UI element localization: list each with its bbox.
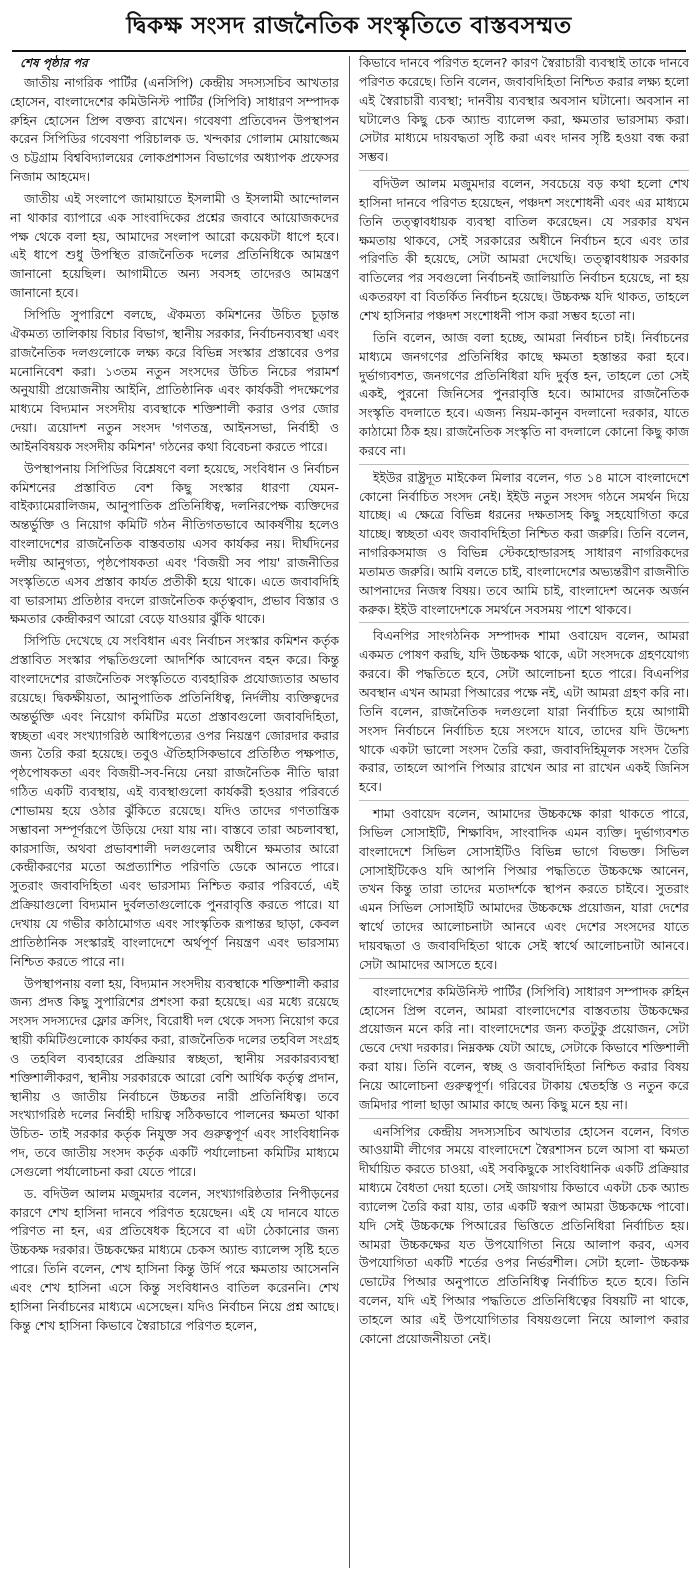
left-column xyxy=(10,54,339,1572)
paragraph-separator xyxy=(359,622,689,623)
paragraph: জাতীয় নাগরিক পার্টির (এনসিপি) কেন্দ্রীয় সদস্যসচিব আখতার হোসেন, বাংলাদেশের কমিউনিস্ট পার্টির (সিপিবি) সাধারণ সম্পাদক রুহিন হোসেন প্রিন্স বক্তব্য রাখেন। গবেষণা প্রতিবেদন উপস্থাপন করেন সিপিডির গবেষণা পরিচালক ড. খন্দকার গোলাম মোয়াজ্জেম ও চট্টগ্রাম বিশ্ববিদ্যালয়ের লোকপ্রশাসন বিভাগের অধ্যাপক প্রফেসর নিজাম আহমেদ। xyxy=(10,74,339,185)
continued-from-label: শেষ পৃষ্ঠার পর xyxy=(20,56,88,70)
paragraph: বদিউল আলম মজুমদার বলেন, সবচেয়ে বড় কথা হলো শেখ হাসিনা দানবে পরিণত হয়েছেন, পঞ্চদশ সংশোধনী এবং এর মাধ্যমে তিনি তত্ত্বাবধায়ক ব্যবস্থা বাতিল করেছেন। যে সরকার যখন ক্ষমতায় থাকবে, সেই সরকারের অধীনে নির্বাচন হবে এবং তার পরিণতি কী হয়েছে, সেটা আমরা দেখেছি। তত্ত্বাবধায়ক সরকার বাতিলের পর সবগুলো নির্বাচনই জালিয়াতি নির্বাচন হয়েছে, না হয় একতরফা বা বিতর্কিত নির্বাচন হয়েছে। উচ্চকক্ষ যদি থাকত, তাহলে শেখ হাসিনার পঞ্চদশ সংশোধনী পাস করা সম্ভব হতো না। xyxy=(359,176,689,323)
paragraph: সিপিডি দেখেছে যে সংবিধান এবং নির্বাচন সংস্কার কমিশন কর্তৃক প্রস্তাবিত সংস্কার পদ্ধতিগুলো আদর্শিক আবেদন বহন করে। কিন্তু বাংলাদেশের রাজনৈতিক সংস্কৃতিতে ব্যবহারিক প্রযোজ্যতার অভাব রয়েছে। দ্বিকক্ষীয়তা, আনুপাতিক প্রতিনিধিত্ব, নির্দলীয় ব্যক্তিত্বদের অন্তর্ভুক্তি এবং নিয়োগ কমিটির মতো প্রস্তাবগুলো জবাবদিহিতা, স্বচ্ছতা এবং সংখ্যাগরিষ্ঠ আধিপত্যের ওপর নিয়ন্ত্রণ জোরদার করার জন্য তৈরি করা হয়েছে। তবুও ঐতিহাসিকভাবে প্রতিষ্ঠিত পক্ষপাত, পৃষ্ঠপোষকতা এবং বিজয়ী-সব-নিয়ে নেয়া রাজনৈতিক নীতি দ্বারা গঠিত একটি ব্যবস্থায়, এই ব্যবস্থাগুলো কার্যকরী হওয়ার পরিবর্তে শোভাময় হয়ে ওঠার ঝুঁকিতে রয়েছে। যদিও তাদের গণতান্ত্রিক সম্ভাবনা সম্পূর্ণরূপে উড়িয়ে দেয়া যায় না। বাস্তবে তারা অচলাবস্থা, কারসাজি, অথবা প্রভাবশালী দলগুলোর অধীনে ক্ষমতার আরো কেন্দ্রীকরণের মতো অপ্রত্যাশিত পরিণতি ডেকে আনতে পারে। সুতরাং জবাবদিহিতা এবং ভারসাম্য নিশ্চিত করার পরিবর্তে, এই প্রক্রিয়াগুলো বিদ্যমান দুর্বলতাগুলোকে পুনরাবৃত্তি করতে পারে। যা দেখায় যে গভীর কাঠামোগত এবং সাংস্কৃতিক রূপান্তর ছাড়া, কেবল প্রাতিষ্ঠানিক সংস্কারই বাংলাদেশে অর্থপূর্ণ নিয়ন্ত্রণ এবং ভারসাম্য নিশ্চিত করতে পারে না। xyxy=(10,633,339,969)
paragraph: ইইউর রাষ্ট্রদূত মাইকেল মিলার বলেন, গত ১৪ মাসে বাংলাদেশে কোনো নির্বাচিত সংসদ নেই। ইইউ নতুন সংসদ গঠনে সমর্থন দিয়ে যাচ্ছে। এ ক্ষেত্রে বিভিন্ন ধরনের দক্ষতাসহ কিছু সহযোগিতা করে যাচ্ছে। স্বচ্ছতা এবং জবাবদিহিতা নিশ্চিত করা জরুরি। তিনি বলেন, নাগরিকসমাজ ও বিভিন্ন স্টেকহোল্ডারসহ সাধারণ নাগরিকদের মতামত জরুরি। আমি বলতে চাই, বাংলাদেশের অভ্যন্তরীণ রাজনীতি আপনাদের নিজস্ব বিষয়। তবে আমি চাই, বাংলাদেশ অনেক অর্জন করুক। ইইউ বাংলাদেশকে সমর্থনে সবসময় পাশে থাকবে। xyxy=(359,469,689,617)
paragraph: সিপিডি সুপারিশে বলছে, ঐকমত্য কমিশনের উচিত চূড়ান্ত ঐকমত্য তালিকায় বিচার বিভাগ, স্থানীয় সরকার, নির্বাচনব্যবস্থা এবং রাজনৈতিক দলগুলোকে লক্ষ্য করে বিভিন্ন সংস্কার প্রস্তাবের ওপর মনোনিবেশ করা। ১৩তম নতুন সংসদের উচিত নিচের পরামর্শ অনুযায়ী প্রয়োজনীয় আইনি, প্রাতিষ্ঠানিক এবং কার্যকরী পদক্ষেপের মাধ্যমে বিদ্যমান সংসদীয় ব্যবস্থাকে শক্তিশালী করার ওপর জোর দেয়া। ত্রয়োদশ নতুন সংসদ 'গণতন্ত্র, আইনসভা, নির্বাহী ও আইনবিষয়ক সংসদীয় কমিশন' গঠনের কথা বিবেচনা করতে পারে। xyxy=(10,306,339,454)
paragraph-separator xyxy=(359,1118,689,1119)
paragraph-separator xyxy=(359,464,689,465)
right-column xyxy=(359,54,689,1572)
paragraph: এনসিপির কেন্দ্রীয় সদস্যসচিব আখতার হোসেন বলেন, বিগত আওয়ামী লীগের সময়ে বাংলাদেশে স্বৈরশাসন চলে আসা বা ক্ষমতা দীর্ঘায়িত করতে চাওয়া, এই সবকিছুকে সাংবিধানিক একটি প্রক্রিয়ার মাধ্যমে বৈধতা দেয়া হতো। সেই জায়গায় কিভাবে একটা চেক অ্যান্ড ব্যালেন্স তৈরি করা যায়, তার একটি স্বরূপ আমরা উচ্চকক্ষে পাবো। যদি সেই উচ্চকক্ষে পিআরের ভিত্তিতে প্রতিনিধিরা নির্বাচিত হয়। আমরা উচ্চকক্ষের যত উপযোগিতা নিয়ে আলাপ করব, এসব উপযোগিতা একটি শর্তের ওপর নির্ভরশীল। সেটা হলো- উচ্চকক্ষ ভোটের পিআর অনুপাতে প্রতিনিধিত্ব নির্বাচিত হতে হবে। তিনি বলেন, যদি এই পিআর পদ্ধতিতে প্রতিনিধিত্বের বিষয়টি না থাকে, তাহলে আর এই উপযোগিতার বিষয়গুলো নিয়ে আলাপ করার কোনো প্রয়োজনীয়তা নেই। xyxy=(359,1123,689,1346)
headline-rule xyxy=(12,50,686,52)
paragraph: উপস্থাপনায় বলা হয়, বিদ্যমান সংসদীয় ব্যবস্থাকে শক্তিশালী করার জন্য প্রদত্ত কিছু সুপারিশের প্রশংসা করা হয়েছে। এর মধ্যে রয়েছে সংসদ সদস্যদের ফ্লোর ক্রসিং, বিরোধী দল থেকে সদস্য নিয়োগ করে স্থায়ী কমিটিগুলোকে কার্যকর করা, রাজনৈতিক দলের তহবিল সংগ্রহ ও তহবিল ব্যবহারের প্রক্রিয়ার স্বচ্ছতা, স্থানীয় সরকারব্যবস্থা শক্তিশালীকরণ, স্থানীয় সরকারকে আরো বেশি আর্থিক কর্তৃত্ব প্রদান, স্থানীয় ও জাতীয় নির্বাচনে উচ্চতর নারী প্রতিনিধিত্ব। তবে সংখ্যাগরিষ্ঠ দলের নির্বাহী দায়িত্ব সঠিকভাবে পালনের ক্ষমতা থাকা উচিত- তাই সরকার কর্তৃক নিযুক্ত সব গুরুত্বপূর্ণ এবং সাংবিধানিক পদ, তবে জাতীয় সংসদ কর্তৃক একটি পর্যালোচনা কমিটির মাধ্যমে সেগুলো পর্যালোচনা করা যেতে পারে। xyxy=(10,975,339,1179)
paragraph: জাতীয় এই সংলাপে জামায়াতে ইসলামী ও ইসলামী আন্দোলন না থাকার ব্যাপারে এক সাংবাদিকের প্রশ্নের জবাবে আয়োজকদের পক্ষ থেকে বলা হয়, আমাদের সংলাপ আরো কয়েকটা ধাপে হবে। এই ধাপে শুধু উপস্থিত রাজনৈতিক দলের প্রতিনিধিকে আমন্ত্রণ জানানো হয়েছিল। আগামীতে অন্য সবসহ তাদেরও আমন্ত্রণ জানানো হবে। xyxy=(10,190,339,301)
paragraph-separator xyxy=(359,800,689,801)
paragraph: কিভাবে দানবে পরিণত হলেন? কারণ স্বৈরাচারী ব্যবস্থাই তাকে দানবে পরিণত করেছে। তিনি বলেন, জবাবদিহিতা নিশ্চিত করার লক্ষ্য হলো এই স্বৈরাচারী ব্যবস্থা; দানবীয় ব্যবস্থার অবসান ঘটানো। অবসান না ঘটালেও কিছু চেক অ্যান্ড ব্যালেন্স করা, ক্ষমতার ভারসাম্য করা। সেটার মাধ্যমে দায়বদ্ধতা সৃষ্টি করা এবং দানব সৃষ্টি হওয়া বন্ধ করা সম্ভব। xyxy=(359,55,689,165)
article-headline: দ্বিকক্ষ সংসদ রাজনৈতিক সংস্কৃতিতে বাস্তবসম্মত xyxy=(126,13,572,39)
paragraph-separator xyxy=(359,170,689,171)
paragraph: বিএনপির সাংগঠনিক সম্পাদক শামা ওবায়েদ বলেন, আমরা একমত পোষণ করছি, যদি উচ্চকক্ষ থাকে, এটা সংসদকে গ্রহণযোগ্য করবে। কী পদ্ধতিতে হবে, সেটা আলোচনা হতে পারে। বিএনপির অবস্থান এখন আমরা পিআরের পক্ষে নই, এটা আমরা গ্রহণ করি না। তিনি বলেন, রাজনৈতিক দলগুলো যারা নির্বাচিত হয়ে আগামী সংসদ নির্বাচনে নির্বাচিত হয়ে সংসদে যাবে, তাদের যদি উদ্দেশ্য থাকে একটা ভালো সংসদ তৈরি করা, জবাবদিহিমূলক সংসদ তৈরি করার, তাহলে আপনি পিআর রাখেন আর না রাখেন একই জিনিস হবে। xyxy=(359,628,689,795)
paragraph: উপস্থাপনায় সিপিডির বিশ্লেষণে বলা হয়েছে, সংবিধান ও নির্বাচন কমিশনের প্রস্তাবিত বেশ কিছু সংস্কার ধারণা যেমন- বাইক্যামেরালিজম, আনুপাতিক প্রতিনিধিত্ব, দলনিরপেক্ষ ব্যক্তিদের অন্তর্ভুক্তি ও নিয়োগ কমিটি গঠন নীতিগতভাবে আকর্ষণীয় হলেও বাংলাদেশের রাজনৈতিক বাস্তবতায় এসব কার্যকর নয়। দীর্ঘদিনের দলীয় আনুগত্য, পৃষ্ঠপোষকতা এবং 'বিজয়ী সব পায়' রাজনীতির সংস্কৃতিতে এসব প্রস্তাব কার্যত প্রতীকী হয়ে থাকে। এতে জবাবদিহি বা ভারসাম্য প্রতিষ্ঠার বদলে রাজনৈতিক কর্তৃত্ববাদ, প্রভাব বিস্তার ও ক্ষমতার কেন্দ্রীকরণ আরো বেড়ে যাওয়ার ঝুঁকি থাকে। xyxy=(10,460,339,627)
paragraph: ড. বদিউল আলম মজুমদার বলেন, সংখ্যাগরিষ্ঠতার নিপীড়নের কারণে শেখ হাসিনা দানবে পরিণত হয়েছেন। এই যে দানবে যাতে পরিণত না হন, এর প্রতিষেধক হিসেবে বা এটা ঠেকানোর জন্য উচ্চকক্ষ দরকার। উচ্চকক্ষের মাধ্যমে চেকস অ্যান্ড ব্যালেন্স সৃষ্টি হতে পারে। তিনি বলেন, শেখ হাসিনা কিন্তু উর্দি পরে ক্ষমতায় আসেননি এবং শেখ হাসিনা এসে কিন্তু সংবিধানও বাতিল করেননি। শেখ হাসিনা নির্বাচনের মাধ্যমে এসেছেন। যদিও নির্বাচন নিয়ে প্রশ্ন আছে। কিন্তু শেখ হাসিনা কিভাবে স্বৈরাচারে পরিণত হলেন, xyxy=(10,1185,339,1333)
paragraph: শামা ওবায়েদ বলেন, আমাদের উচ্চকক্ষে কারা থাকতে পারে, সিভিল সোসাইটি, শিক্ষাবিদ, সাংবাদিক এমন ব্যক্তি। দুর্ভাগ্যবশত বাংলাদেশে সিভিল সোসাইটিও বিভিন্ন ভাগে বিভক্ত। সিভিল সোসাইটিকেও যদি আপনি পিআর পদ্ধতিতে উচ্চকক্ষে আনেন, তখন কিন্তু তারা তাদের মতাদর্শকে স্থাপন করতে চাইবে। সুতরাং এমন সিভিল সোসাইটি আমাদের উচ্চকক্ষে প্রয়োজন, যারা দেশের স্বার্থে তাদের আলোচনাটা আনবে এবং দেশের সংসদের যাতে দায়বদ্ধতা ও জবাবদিহিতা থাকে সেই স্বার্থে আলোচনাটা আনবে। সেটা আমাদের আসতে হবে। xyxy=(359,806,689,972)
paragraph-separator xyxy=(359,978,689,979)
paragraph: বাংলাদেশের কমিউনিস্ট পার্টির (সিপিবি) সাধারণ সম্পাদক রুহিন হোসেন প্রিন্স বলেন, আমরা বাংলাদেশের বাস্তবতায় উচ্চকক্ষের প্রয়োজন মনে করি না। বাংলাদেশের জন্য কতটুকু প্রয়োজন, সেটা ভেবে দেখা দরকার। নিম্নকক্ষ যেটা আছে, সেটাকে কিভাবে শক্তিশালী করা যায়। তিনি বলেন, স্বচ্ছ ও জবাবদিহিতা নিশ্চিত করার বিষয় নিয়ে আলোচনা গুরুত্বপূর্ণ। গরিবের টাকায় শ্বেতহস্তি ও নতুন করে জমিদার পালা ছাড়া আমার কাছে অন্য কিছু মনে হয় না। xyxy=(359,983,689,1112)
paragraph: তিনি বলেন, আজ বলা হচ্ছে, আমরা নির্বাচন চাই। নির্বাচনের মাধ্যমে জনগণের প্রতিনিধির কাছে ক্ষমতা হস্তান্তর করা হবে। দুর্ভাগ্যবশত, জনগণের প্রতিনিধিরা যদি দুর্বৃত্ত হন, তাহলে তো সেই একই, পুরনো জিনিসের পুনরাবৃত্তি হবে। আমাদের রাজনৈতিক সংস্কৃতি বদলাতে হবে। এজন্য নিয়ম-কানুন বদলানো দরকার, যাতে কাঠামো ঠিক হয়। রাজনৈতিক সংস্কৃতি না বদলালে কোনো কিছু কাজ করবে না। xyxy=(359,329,689,458)
column-divider xyxy=(349,56,350,1568)
